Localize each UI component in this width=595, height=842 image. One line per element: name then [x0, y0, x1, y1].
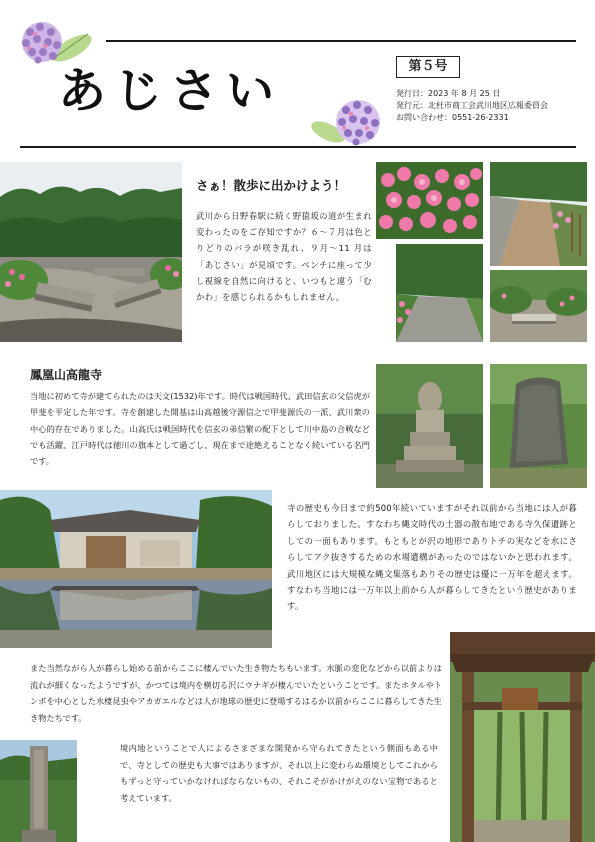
- temple-photo: [0, 490, 272, 648]
- article-body: また当然ながら人が暮らし始める前からここに棲んでいた生き物たちもいます。水脈の変化などから以前よりは流れが細くなったようですが、かつては境内を横切る沢にウナギが棲んでいたということです。またホタルやトンボを中心とした水棲昆虫やアカガエルなどは人が地球の歴史に登場するはるか以前からここに暮らしてきた生き物たちです。: [30, 663, 442, 723]
- stone-pillar-photo: [0, 740, 77, 842]
- section-title: 鳳凰山高龍寺: [30, 368, 103, 382]
- article-body: 境内地ということで人によるさまざまな開発から守られてきたという側面もある中で、寺としての歴史も大事ではありますが、それ以上に変わらぬ環境としてこれからもずっと守っていかなければならないもの、それこそがかけがえのない宝物であると考えています。: [120, 743, 438, 803]
- issued-date: 発行日：2023 年 8 月 25 日: [396, 89, 501, 98]
- masthead-bottom-rule: [20, 146, 576, 148]
- masthead-top-rule: [106, 40, 576, 42]
- hydrangea-icon: [306, 92, 388, 152]
- article-body: 当地に初めて寺が建てられたのは天文(1532)年です。時代は戦国時代、武田信玄の父信虎が甲斐を平定した年です。寺を創建した開基は山高越後守源信之で甲斐源氏の一派、武川衆の中心的存在でありました。山高氏は戦国時代を信玄の弟信繁の配下として川中島の合戦などでも活躍、江戸時代は徳川の旗本として過ごし、現在まで途絶えることなく続いている名門です。: [30, 391, 370, 467]
- roses-photo: [376, 162, 483, 239]
- path-photo: [396, 244, 483, 342]
- stone-monument-photo: [490, 364, 587, 488]
- path-photo: [490, 162, 587, 266]
- temple-gate-photo: [450, 632, 595, 842]
- bench-photo: [490, 270, 587, 342]
- issue-number: 第５号: [396, 56, 460, 78]
- publication-info: [396, 88, 586, 124]
- article-body: 寺の歴史も今日まで約500年続いていますがそれ以前から当地には人が暮らしておりました。すなわち縄文時代の土器の散布地である寺久保遺跡としての一面もあります。もともとが沢の地形でありトチの実などを水にさらしてアク抜きするための水場遺構があったのではないかと思われます。武川地区には大規模な縄文集落もありその歴史は優に一万年を超えます。すなわち当地には一万年以上前から人が暮らしてきたという歴史があります。: [287, 503, 577, 612]
- contact: お問い合わせ：0551-26-2331: [396, 113, 509, 122]
- stone-statue-photo: [376, 364, 483, 488]
- newsletter-title: あじさい: [58, 63, 283, 119]
- park-photo: [0, 162, 182, 342]
- article-headline: さぁ！散歩に出かけよう！: [196, 178, 347, 193]
- article-body: 武川から日野春駅に続く野猿坂の道が生まれ変わったのをご存知ですか？６～７月は色とりどりのバラが咲き乱れ、９月～11 月は「あじさい」が見頃です。ベンチに座って少し視線を自然に向けると、いつもと違う「むかわ」を感じられるかもしれません。: [196, 211, 372, 303]
- publisher: 発行元：北杜市商工会武川地区広報委員会: [396, 101, 548, 110]
